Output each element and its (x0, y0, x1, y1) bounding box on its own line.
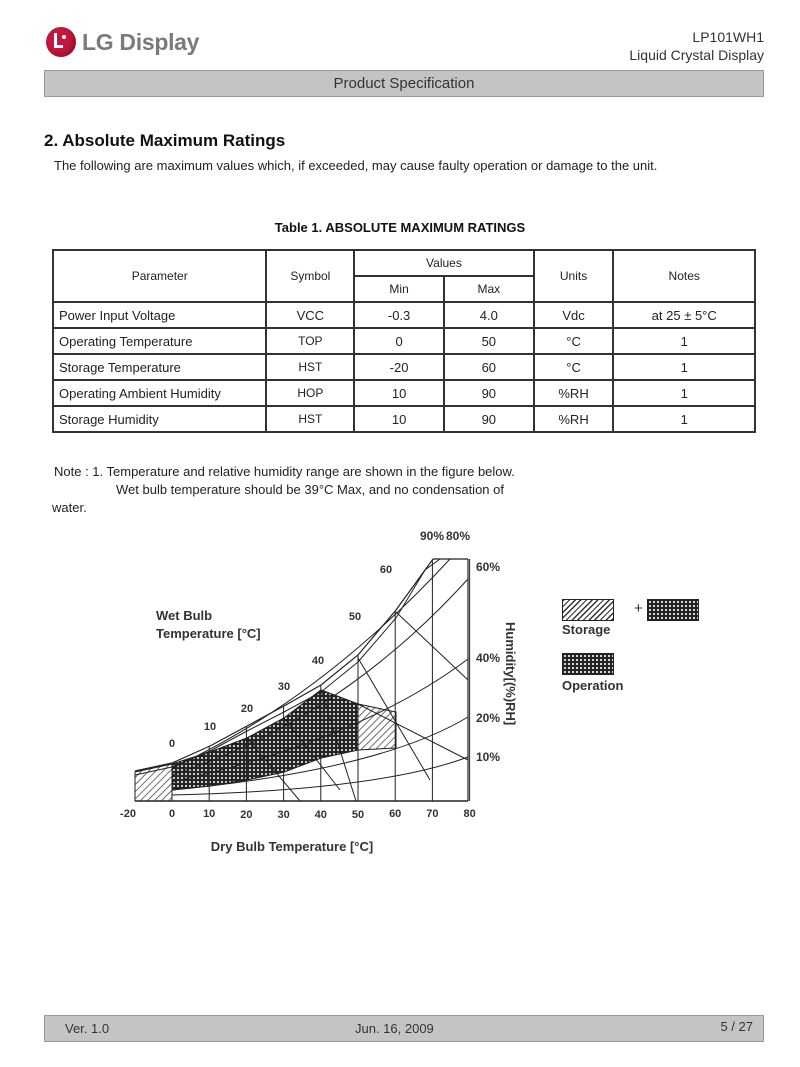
wet-bulb-tick-label: 10 (203, 721, 217, 733)
product-specification-banner: Product Specification (44, 70, 764, 97)
x-tick-label: 70 (426, 808, 439, 820)
x-tick-label: 80 (463, 808, 476, 820)
cell-notes: 1 (613, 380, 755, 406)
rh-label: 60% (476, 560, 501, 574)
legend-storage-hatch-swatch (562, 599, 614, 621)
cell-min: -20 (354, 354, 444, 380)
rh-label: 40% (476, 651, 501, 665)
cell-parameter: Operating Ambient Humidity (53, 380, 266, 406)
header-units: Units (534, 250, 614, 302)
legend-operation-label: Operation (562, 678, 624, 693)
legend-plus-sign: + (634, 600, 643, 617)
footer-version: Ver. 1.0 (65, 1021, 110, 1036)
logo-text: LG Display (82, 28, 200, 55)
cell-symbol: VCC (266, 302, 354, 328)
header-values: Values (354, 250, 533, 276)
wet-bulb-tick-label: 50 (348, 611, 362, 623)
x-tick-label: 60 (389, 808, 402, 820)
table-row (53, 406, 755, 432)
wet-bulb-tick-label: 20 (240, 703, 254, 715)
x-tick-label: 20 (240, 809, 253, 821)
cell-units: %RH (534, 380, 614, 406)
x-tick-label: 0 (168, 808, 176, 820)
cell-units: %RH (534, 406, 614, 432)
header-parameter: Parameter (53, 250, 266, 302)
header-model-info (629, 28, 764, 64)
header-min: Min (354, 276, 444, 302)
model-number: LP101WH1 (692, 29, 764, 45)
x-axis-title: Dry Bulb Temperature [°C] (210, 839, 374, 854)
cell-max: 90 (444, 380, 534, 406)
legend-storage-label: Storage (562, 622, 611, 637)
section-title: 2. Absolute Maximum Ratings (44, 131, 286, 150)
page-footer (44, 1015, 764, 1042)
wet-bulb-label-line1: Wet Bulb (156, 608, 213, 623)
wet-bulb-tick-label: 30 (277, 681, 291, 693)
legend-operation-swatch (562, 653, 614, 675)
cell-units: °C (534, 354, 614, 380)
absolute-maximum-ratings-table (52, 249, 756, 433)
table-row (53, 380, 755, 406)
temperature-humidity-chart (110, 525, 540, 865)
rh-label: 10% (476, 750, 501, 764)
cell-notes: 1 (613, 328, 755, 354)
table-row (53, 328, 755, 354)
cell-symbol: TOP (266, 328, 354, 354)
wet-bulb-tick-label: 0 (168, 738, 176, 750)
section-intro: The following are maximum values which, if exceeded, may cause faulty operation or damage to the unit. (54, 158, 658, 173)
cell-symbol: HST (266, 354, 354, 380)
cell-min: 10 (354, 406, 444, 432)
product-type: Liquid Crystal Display (629, 47, 764, 63)
cell-notes: at 25 ± 5°C (613, 302, 755, 328)
cell-parameter: Storage Temperature (53, 354, 266, 380)
cell-parameter: Storage Humidity (53, 406, 266, 432)
wet-bulb-label-line2: Temperature [°C] (156, 626, 261, 641)
cell-parameter: Operating Temperature (53, 328, 266, 354)
table-row (53, 302, 755, 328)
lg-display-logo (46, 27, 199, 57)
cell-min: 10 (354, 380, 444, 406)
cell-min: -0.3 (354, 302, 444, 328)
lg-logo-icon (46, 27, 76, 57)
cell-min: 0 (354, 328, 444, 354)
table-row (53, 354, 755, 380)
cell-parameter: Power Input Voltage (53, 302, 266, 328)
wet-bulb-tick-label: 40 (311, 655, 325, 667)
cell-max: 90 (444, 406, 534, 432)
x-tick-label: -20 (120, 808, 136, 820)
x-tick-label: 30 (277, 809, 290, 821)
wet-bulb-tick-label: 60 (379, 564, 393, 576)
y-axis-title: Humidity[(%)RH] (503, 622, 518, 726)
note-line-1: Note : 1. Temperature and relative humidity range are shown in the figure below. (54, 464, 515, 479)
cell-max: 60 (444, 354, 534, 380)
cell-max: 4.0 (444, 302, 534, 328)
cell-notes: 1 (613, 406, 755, 432)
x-tick-label: 40 (314, 809, 327, 821)
x-tick-label: 50 (351, 809, 365, 821)
table-caption: Table 1. ABSOLUTE MAXIMUM RATINGS (274, 220, 526, 235)
rh-label: 80% (445, 529, 471, 543)
legend-storage-dots-swatch (647, 599, 699, 621)
header-max: Max (444, 276, 534, 302)
rh-label: 90% (419, 529, 445, 543)
cell-symbol: HOP (266, 380, 354, 406)
cell-max: 50 (444, 328, 534, 354)
cell-notes: 1 (613, 354, 755, 380)
cell-units: Vdc (534, 302, 614, 328)
header-notes: Notes (613, 250, 755, 302)
footer-date: Jun. 16, 2009 (355, 1021, 434, 1036)
note-line-3: water. (52, 500, 87, 515)
note-line-2: Wet bulb temperature should be 39°C Max, and no condensation of (116, 482, 504, 497)
cell-symbol: HST (266, 406, 354, 432)
table-note (54, 463, 515, 517)
cell-units: °C (534, 328, 614, 354)
x-tick-label: 10 (203, 808, 216, 820)
rh-label: 20% (476, 711, 501, 725)
header-symbol: Symbol (266, 250, 354, 302)
footer-page-number: 5 / 27 (720, 1019, 753, 1034)
